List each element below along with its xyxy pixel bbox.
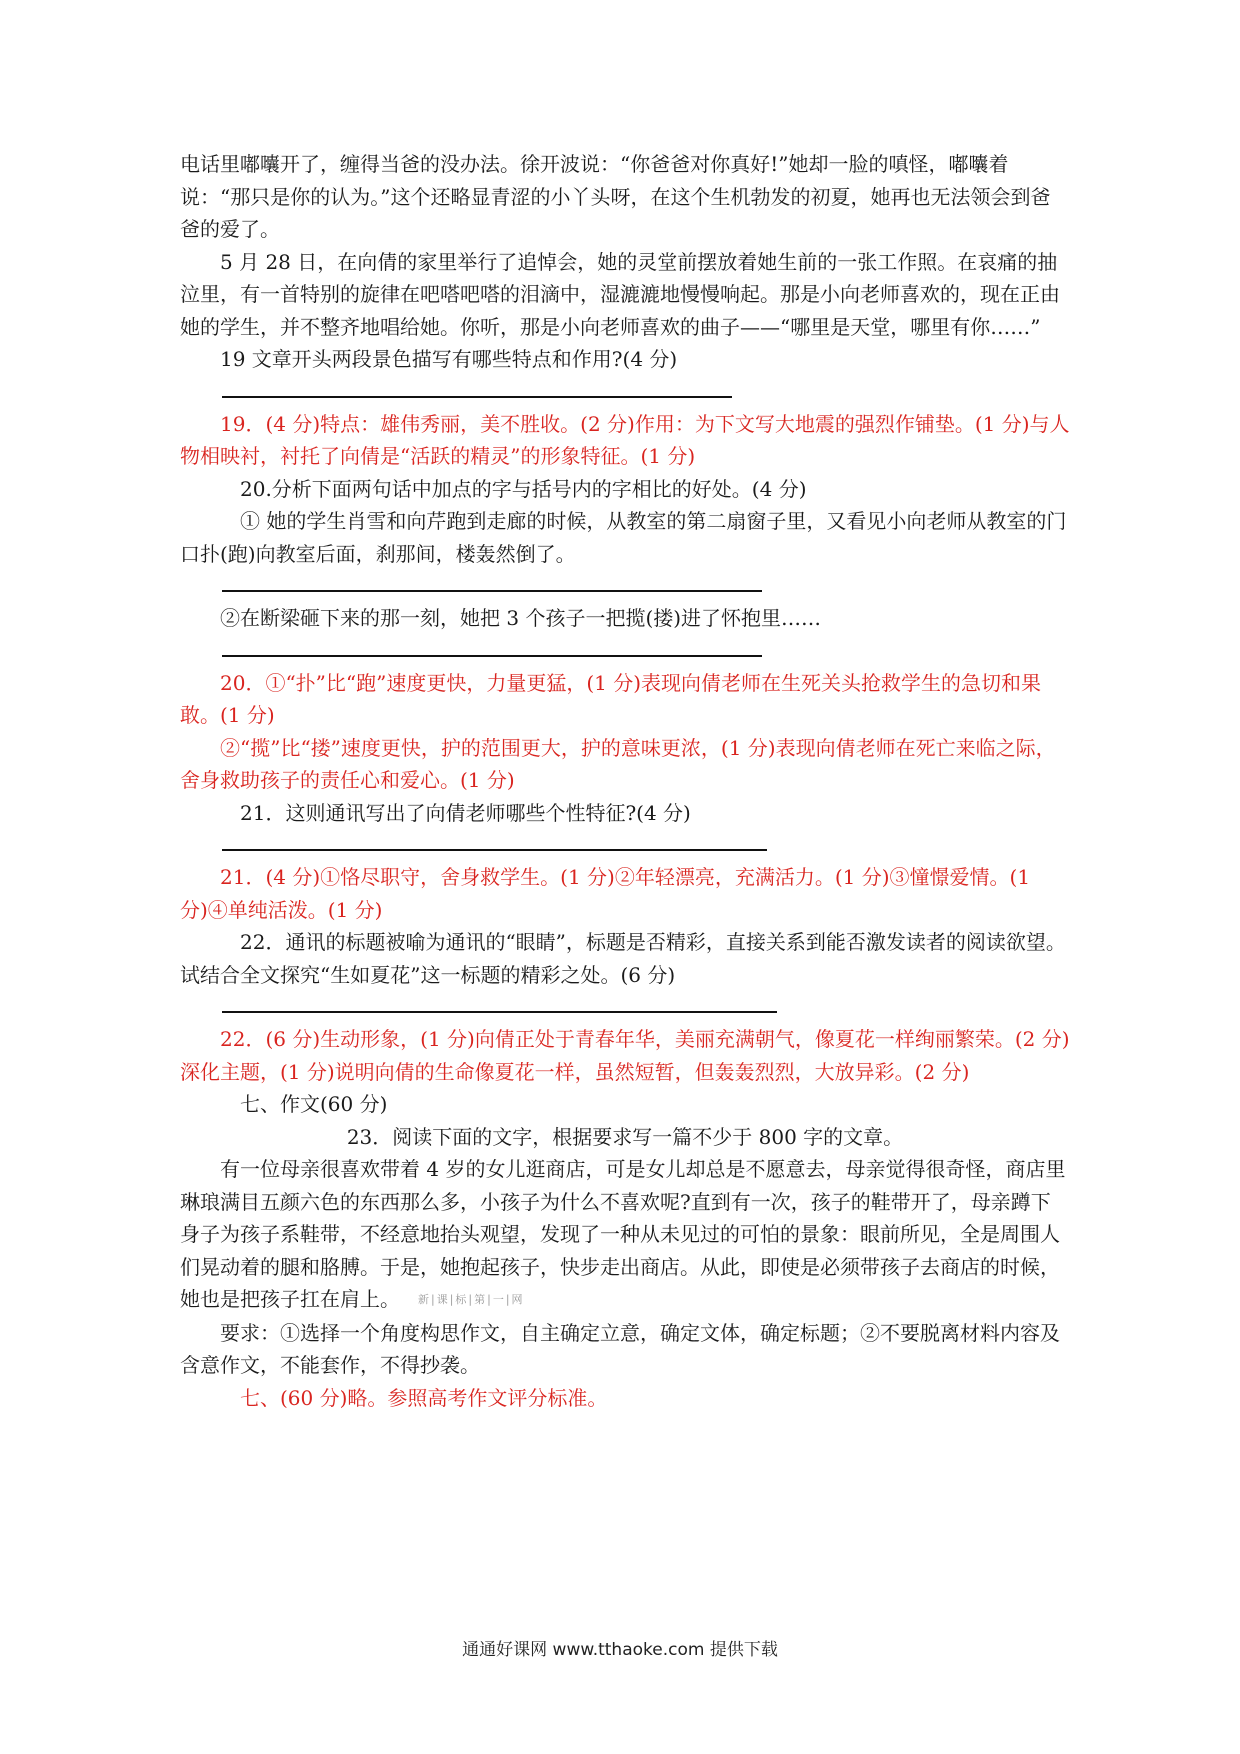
answer-line: [222, 1011, 777, 1013]
question-20: 20.分析下面两句话中加点的字与括号内的字相比的好处。(4 分): [240, 476, 807, 501]
question-20-sentence-1: ① 她的学生肖雪和向芹跑到走廊的时候，从教室的第二扇窗子里，又看见小向老师从教室的门口扑(跑)向教室后面，刹那间，楼轰然倒了。: [180, 509, 1067, 566]
answer-line: [222, 655, 762, 657]
answer-line-gap: [180, 635, 1070, 667]
answer-19: 19．(4 分)特点：雄伟秀丽，美不胜收。(2 分)作用：为下文写大地震的强烈作铺垫。(1 分)与人物相映衬，衬托了向倩是“活跃的精灵”的形象特征。(1 分): [180, 411, 1070, 468]
answer-line: [222, 849, 767, 851]
question-19: 19 文章开头两段景色描写有哪些特点和作用?(4 分): [220, 347, 678, 371]
paragraph: 5 月 28 日，在向倩的家里举行了追悼会，她的灵堂前摆放着她生前的一张工作照。在哀痛的抽泣里，有一首特别的旋律在吧嗒吧嗒的泪滴中，湿漉漉地慢慢响起。那是小向老师喜欢的，现在正由她的学生，并不整齐地唱给她。你听，那是小向老师喜欢的曲子——“哪里是天堂，哪里有你……”: [180, 249, 1060, 339]
question-22: 22．通讯的标题被喻为通讯的“眼睛”，标题是否精彩，直接关系到能否激发读者的阅读欲望。试结合全文探究“生如夏花”这一标题的精彩之处。(6 分): [180, 930, 1066, 987]
essay-prompt: [180, 1153, 1070, 1317]
watermark: 新|课|标|第|一|网: [418, 1293, 525, 1307]
document-body: [180, 148, 1070, 1414]
question-23: 23．阅读下面的文字，根据要求写一篇不少于 800 字的文章。: [346, 1124, 904, 1149]
section-7-heading: 七、作文(60 分): [240, 1092, 388, 1116]
answer-line: [222, 396, 732, 398]
page-footer: 通通好课网 www.tthaoke.com 提供下载: [462, 1640, 778, 1660]
paragraph: 电话里嘟囔开了，缠得当爸的没办法。徐开波说：“你爸爸对你真好!”她却一脸的嗔怪，嘟囔着说：“那只是你的认为。”这个还略显青涩的小丫头呀，在这个生机勃发的初夏，她再也无法领会到爸爸的爱了。: [180, 152, 1051, 241]
question-20-sentence-2: ②在断梁砸下来的那一刻，她把 3 个孩子一把揽(搂)进了怀抱里……: [220, 606, 822, 630]
answer-21: 21．(4 分)①恪尽职守，舍身救学生。(1 分)②年轻漂亮，充满活力。(1 分)③憧憬爱情。(1 分)④单纯活泼。(1 分): [180, 865, 1031, 922]
essay-requirements: 要求：①选择一个角度构思作文，自主确定立意，确定文体，确定标题；②不要脱离材料内容及含意作文，不能套作，不得抄袭。: [180, 1320, 1060, 1378]
answer-22: 22．(6 分)生动形象，(1 分)向倩正处于青春年华，美丽充满朝气，像夏花一样绚丽繁荣。(2 分)深化主题，(1 分)说明向倩的生命像夏花一样，虽然短暂，但轰轰烈烈，大放异彩。(2 分): [180, 1027, 1070, 1084]
answer-line-gap: [180, 376, 1070, 408]
essay-prompt-text: 有一位母亲很喜欢带着 4 岁的女儿逛商店，可是女儿却总是不愿意去，母亲觉得很奇怪，商店里琳琅满目五颜六色的东西那么多，小孩子为什么不喜欢呢?直到有一次，孩子的鞋带开了，母亲蹲下身子为孩子系鞋带，不经意地抬头观望，发现了一种从未见过的可怕的景象：眼前所见，全是周围人们晃动着的腿和胳膊。于是，她抱起孩子，快步走出商店。从此，即使是必须带孩子去商店的时候，她也是把孩子扛在肩上。: [180, 1157, 1066, 1311]
answer-7: 七、(60 分)略。参照高考作文评分标准。: [240, 1385, 608, 1410]
answer-20-part-1: 20．①“扑”比“跑”速度更快，力量更猛，(1 分)表现向倩老师在生死关头抢救学生的急切和果敢。(1 分): [180, 670, 1042, 727]
answer-line: [222, 590, 762, 592]
answer-line-gap: [180, 991, 1070, 1023]
answer-line-gap: [180, 829, 1070, 861]
answer-20-part-2: ②“揽”比“搂”速度更快，护的范围更大，护的意味更浓，(1 分)表现向倩老师在死亡来临之际，舍身救助孩子的责任心和爱心。(1 分): [180, 735, 1056, 792]
question-21: 21．这则通讯写出了向倩老师哪些个性特征?(4 分): [240, 800, 691, 825]
answer-line-gap: [180, 570, 1070, 602]
